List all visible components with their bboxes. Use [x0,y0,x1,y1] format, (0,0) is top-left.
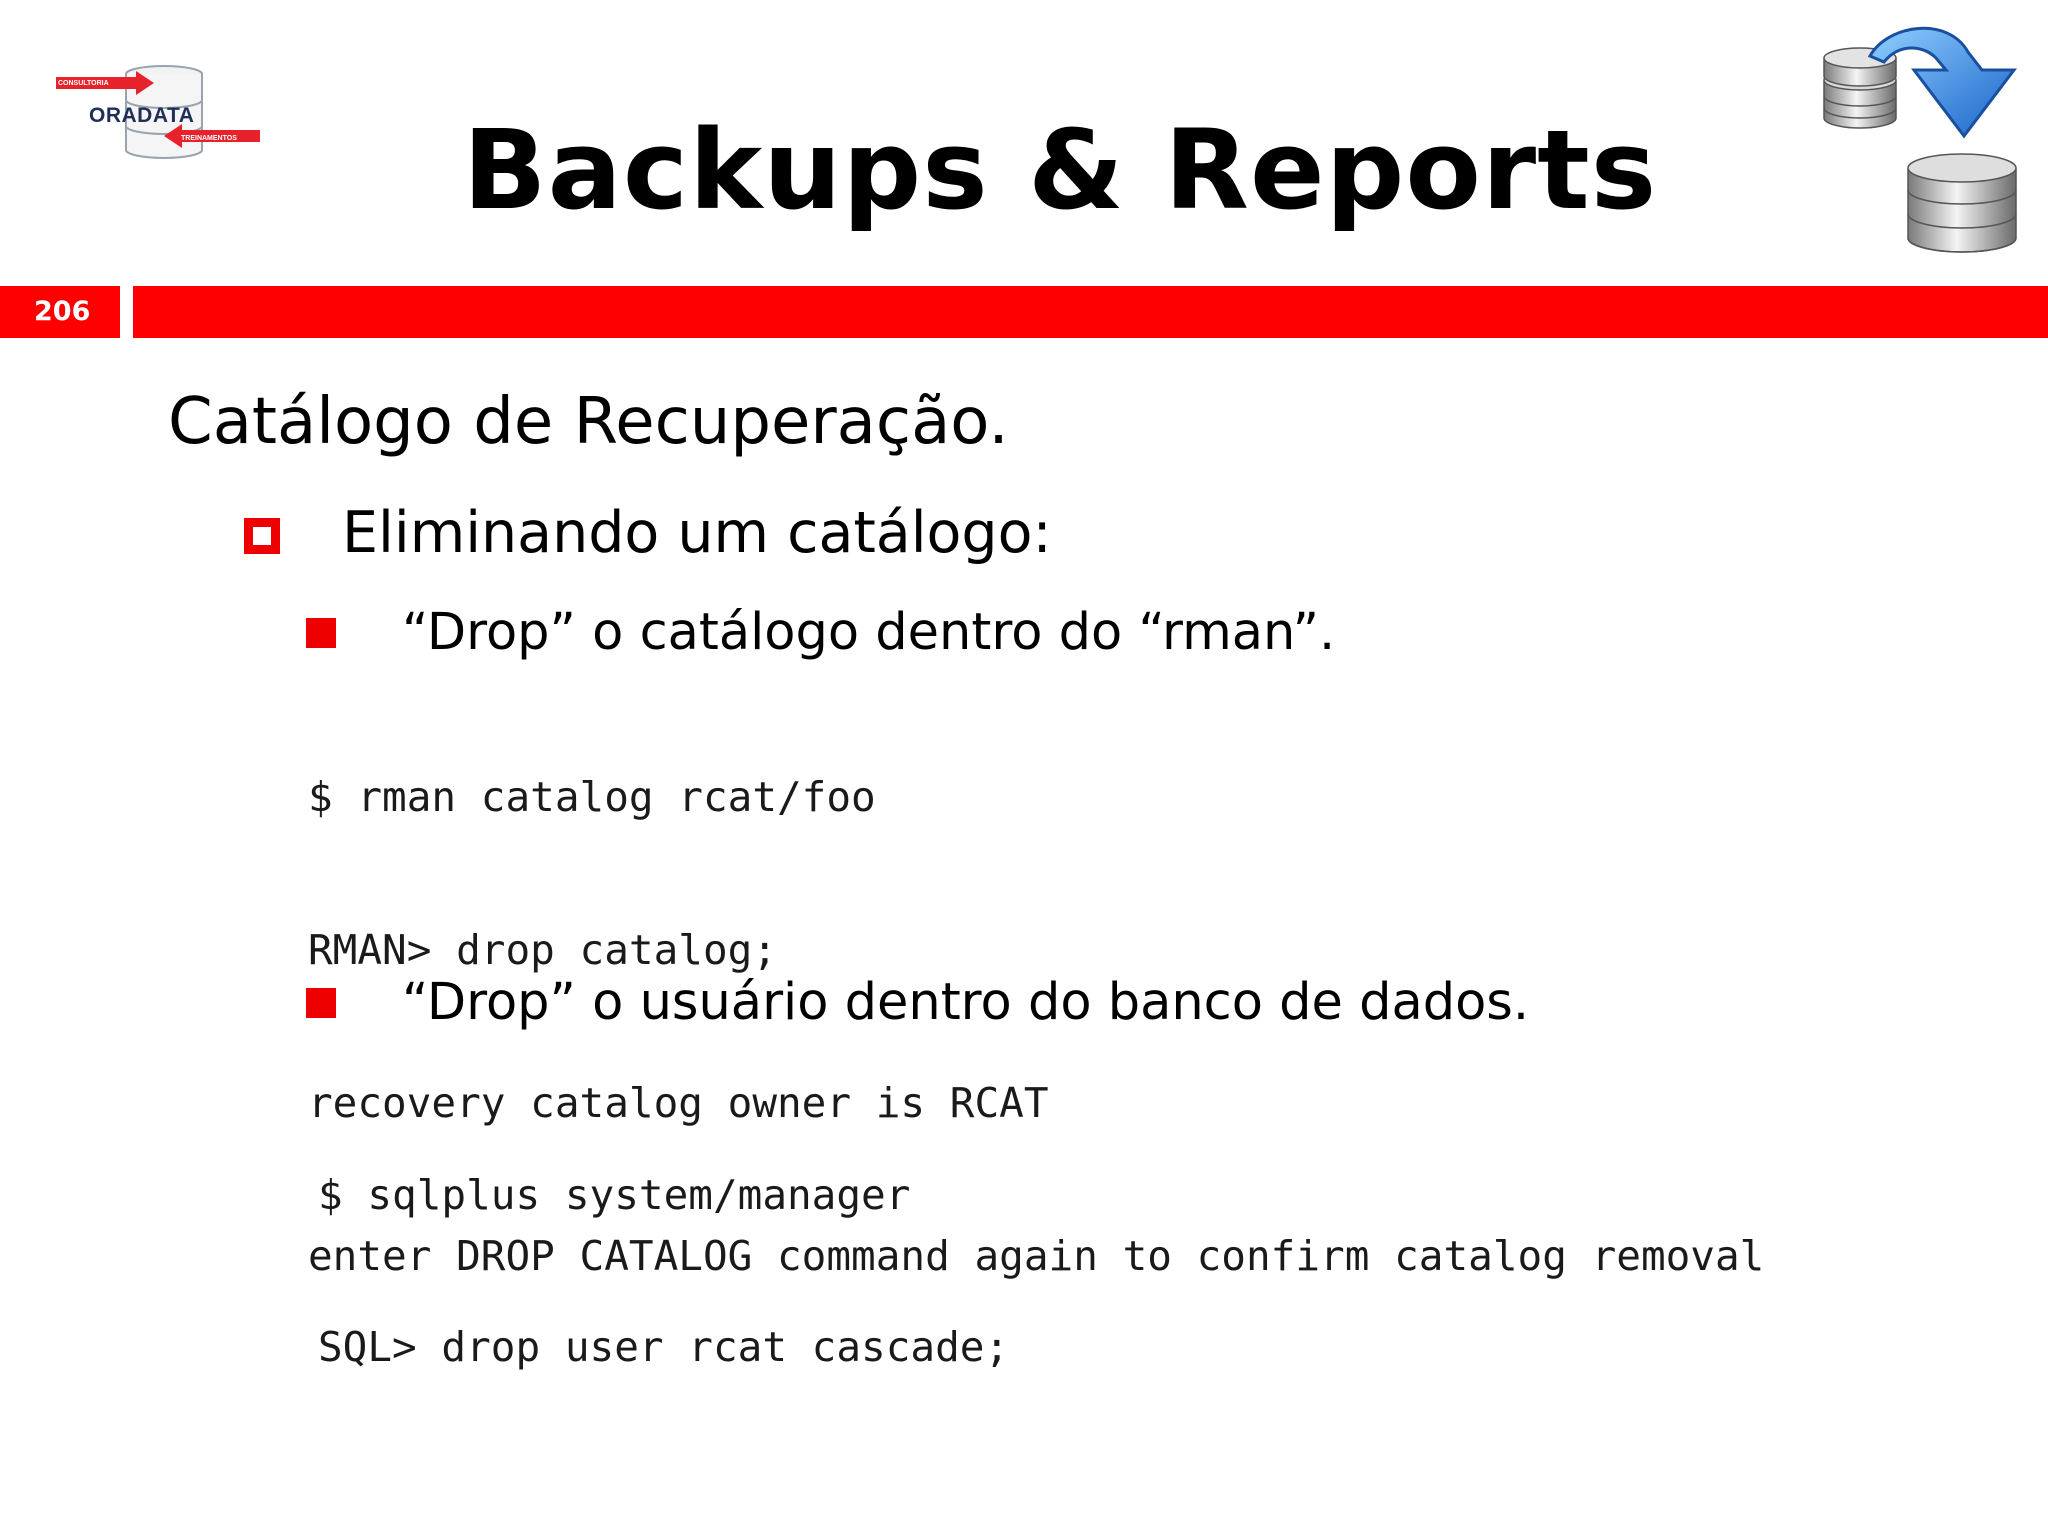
code-line: SQL> drop user rcat cascade; [318,1323,1010,1371]
logo-tag-consultoria: CONSULTORIA [58,80,109,87]
bullet-drop-user: “Drop” o usuário dentro do banco de dados. [402,973,1530,1032]
code-line: RMAN> drop catalog; [308,926,777,974]
slide-title: Backups & Reports [462,106,1658,234]
code-block-sqlplus [318,1071,1118,1471]
page-number: 206 [0,286,120,338]
subheading-drop-catalog: Eliminando um catálogo: [342,500,1052,566]
title-divider-bar [133,286,2048,338]
logo-tag-treinamentos: TREINAMENTOS [181,135,237,142]
bullet-drop-catalog-rman: “Drop” o catálogo dentro do “rman”. [402,603,1336,662]
code-line: $ sqlplus system/manager [318,1171,911,1219]
oradata-logo [56,64,266,164]
filled-square-bullet-icon [306,618,336,648]
heading-recovery-catalog: Catálogo de Recuperação. [168,385,1009,459]
database-backup-icon [1818,18,2028,268]
filled-square-bullet-icon [306,988,336,1018]
code-line: enter DROP CATALOG command again to confirm catalog removal [308,1232,1765,1280]
code-line: recovery catalog owner is RCAT [308,1079,1049,1127]
logo-wordmark: ORADATA [89,104,195,127]
code-line: $ rman catalog rcat/foo [308,773,876,821]
hollow-square-bullet-icon [244,518,280,554]
